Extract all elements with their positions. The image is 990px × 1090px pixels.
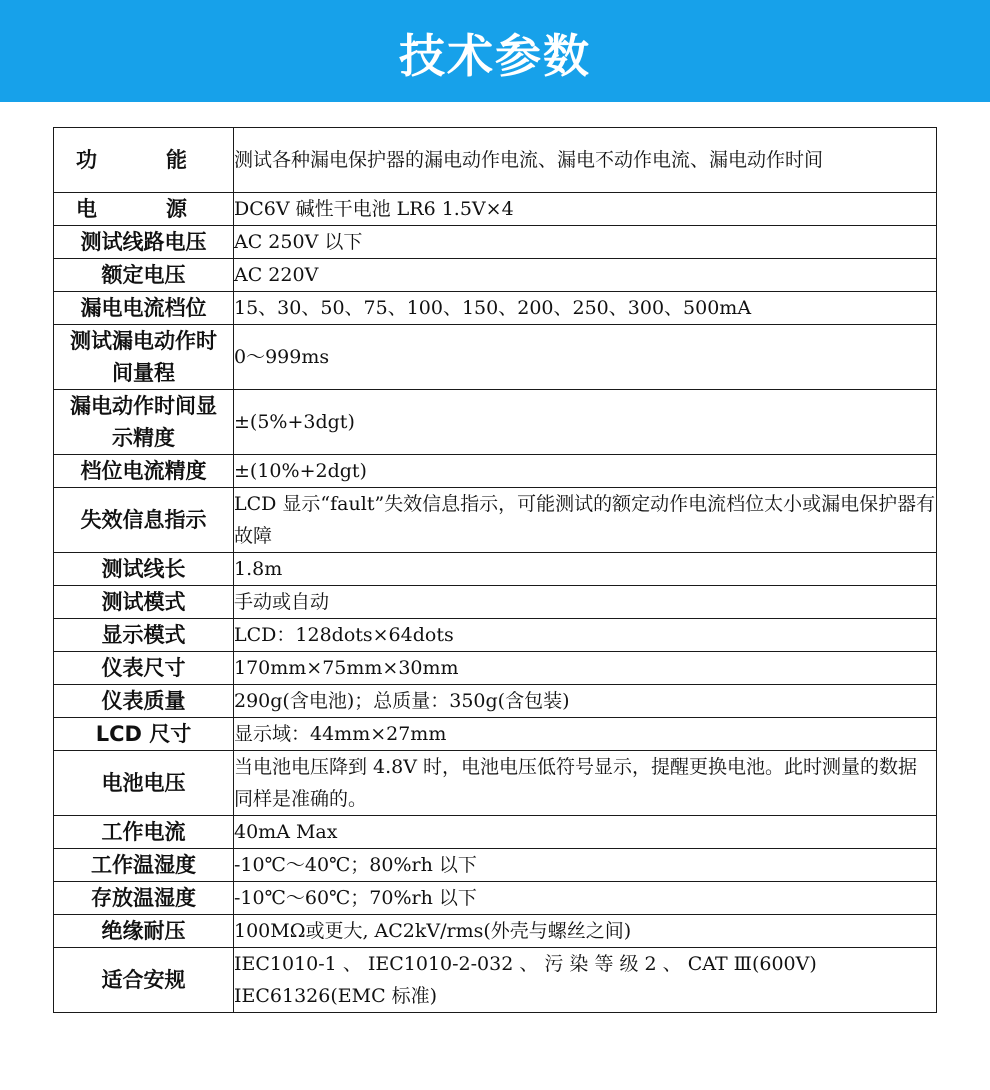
table-row bbox=[54, 685, 937, 718]
table-row bbox=[54, 915, 937, 948]
table-row bbox=[54, 619, 937, 652]
spec-value: 手动或自动 bbox=[234, 586, 937, 619]
spec-value: 100MΩ或更大, AC2kV/rms(外壳与螺丝之间) bbox=[234, 915, 937, 948]
spec-label: 漏电电流档位 bbox=[54, 292, 234, 325]
spec-value: 0～999ms bbox=[234, 325, 937, 390]
table-row bbox=[54, 390, 937, 455]
spec-value: 显示域：44mm×27mm bbox=[234, 718, 937, 751]
spec-value: 170mm×75mm×30mm bbox=[234, 652, 937, 685]
spec-value: 测试各种漏电保护器的漏电动作电流、漏电不动作电流、漏电动作时间 bbox=[234, 128, 937, 193]
spec-label: 显示模式 bbox=[54, 619, 234, 652]
table-row bbox=[54, 882, 937, 915]
page-title: 技术参数 bbox=[399, 29, 591, 83]
spec-value: IEC1010-1 、 IEC1010-2-032 、 污 染 等 级 2 、 CAT Ⅲ(600V) IEC61326(EMC 标准) bbox=[234, 948, 937, 1013]
table-row bbox=[54, 948, 937, 1013]
spec-label: 额定电压 bbox=[54, 259, 234, 292]
header-banner bbox=[0, 0, 990, 102]
table-row bbox=[54, 718, 937, 751]
spec-label: 电池电压 bbox=[54, 751, 234, 816]
spec-label: 电 源 bbox=[54, 193, 234, 226]
spec-value: ±(5%+3dgt) bbox=[234, 390, 937, 455]
table-row bbox=[54, 325, 937, 390]
spec-label: 档位电流精度 bbox=[54, 455, 234, 488]
spec-value: 40mA Max bbox=[234, 816, 937, 849]
spec-label: 失效信息指示 bbox=[54, 488, 234, 553]
spec-label: 测试漏电动作时间量程 bbox=[54, 325, 234, 390]
spec-value: DC6V 碱性干电池 LR6 1.5V×4 bbox=[234, 193, 937, 226]
spec-value: 290g(含电池)；总质量：350g(含包装) bbox=[234, 685, 937, 718]
spec-label: 工作温湿度 bbox=[54, 849, 234, 882]
table-row bbox=[54, 292, 937, 325]
table-row bbox=[54, 751, 937, 816]
table-row bbox=[54, 849, 937, 882]
table-row bbox=[54, 128, 937, 193]
spec-value: ±(10%+2dgt) bbox=[234, 455, 937, 488]
spec-value: -10℃～40℃；80%rh 以下 bbox=[234, 849, 937, 882]
spec-label: 仪表尺寸 bbox=[54, 652, 234, 685]
table-row bbox=[54, 816, 937, 849]
spec-value: 当电池电压降到 4.8V 时，电池电压低符号显示，提醒更换电池。此时测量的数据同样是准确的。 bbox=[234, 751, 937, 816]
spec-label: 仪表质量 bbox=[54, 685, 234, 718]
spec-label: 功 能 bbox=[54, 128, 234, 193]
table-row bbox=[54, 455, 937, 488]
spec-value: 15、30、50、75、100、150、200、250、300、500mA bbox=[234, 292, 937, 325]
table-row bbox=[54, 586, 937, 619]
spec-table bbox=[53, 127, 937, 1013]
table-row bbox=[54, 488, 937, 553]
spec-value: AC 250V 以下 bbox=[234, 226, 937, 259]
spec-label: LCD 尺寸 bbox=[54, 718, 234, 751]
spec-value: 1.8m bbox=[234, 553, 937, 586]
spec-value: LCD：128dots×64dots bbox=[234, 619, 937, 652]
spec-label: 工作电流 bbox=[54, 816, 234, 849]
spec-label: 测试线路电压 bbox=[54, 226, 234, 259]
spec-value: LCD 显示“fault”失效信息指示，可能测试的额定动作电流档位太小或漏电保护器有故障 bbox=[234, 488, 937, 553]
table-row bbox=[54, 652, 937, 685]
spec-label: 适合安规 bbox=[54, 948, 234, 1013]
spec-label: 测试线长 bbox=[54, 553, 234, 586]
spec-label: 漏电动作时间显示精度 bbox=[54, 390, 234, 455]
table-row bbox=[54, 259, 937, 292]
spec-label: 测试模式 bbox=[54, 586, 234, 619]
spec-value: -10℃～60℃；70%rh 以下 bbox=[234, 882, 937, 915]
table-row bbox=[54, 553, 937, 586]
spec-label: 存放温湿度 bbox=[54, 882, 234, 915]
table-row bbox=[54, 193, 937, 226]
spec-value: AC 220V bbox=[234, 259, 937, 292]
table-row bbox=[54, 226, 937, 259]
spec-label: 绝缘耐压 bbox=[54, 915, 234, 948]
